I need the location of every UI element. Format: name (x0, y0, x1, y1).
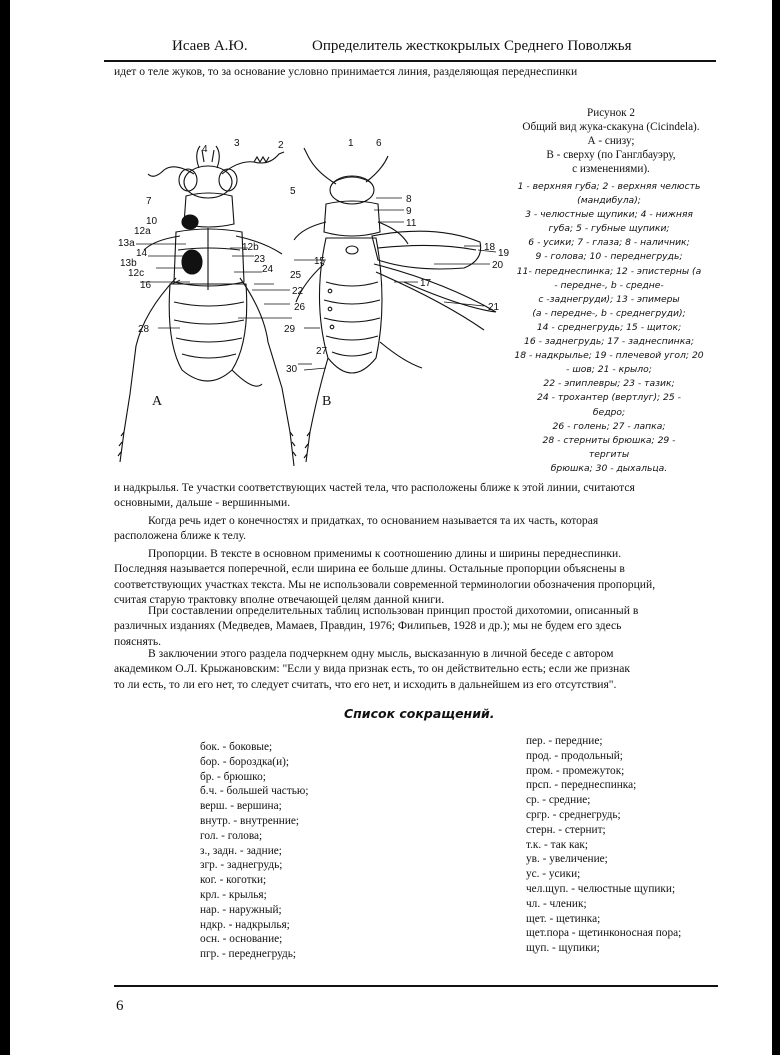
legend-line: тергиты (588, 448, 630, 460)
svg-text:16: 16 (140, 280, 152, 291)
svg-text:3: 3 (234, 138, 240, 149)
svg-text:9: 9 (406, 206, 412, 217)
abbreviation-item: внутр. - внутренние; (200, 814, 300, 827)
running-header-title: Определитель жесткокрылых Среднего Поволжья (312, 38, 632, 54)
body-line: пояснять. (114, 634, 162, 648)
abbreviation-item: щуп. - щупики; (526, 942, 600, 955)
body-line: считая старую трактовку вполне отвечающей целям данной книги. (114, 593, 445, 607)
svg-text:30: 30 (286, 364, 298, 375)
caption-line: А - снизу; (587, 135, 635, 147)
svg-text:17: 17 (420, 278, 432, 289)
svg-text:15: 15 (314, 256, 326, 267)
body-line: академиком О.Л. Крыжановским: "Если у вида признак есть, то он действительно есть; если же признак (114, 662, 631, 676)
body-line: и надкрылья. Те участки соответствующих частей тела, что расположены ближе к этой линии, считаются (114, 481, 635, 494)
svg-text:21: 21 (488, 302, 500, 313)
header-rule (104, 60, 716, 62)
beetle-view-b-drawing (294, 148, 496, 462)
svg-text:12b: 12b (242, 242, 259, 253)
legend-line: 3 - челюстные щупики; 4 - нижняя (525, 209, 693, 221)
body-line: основными, дальше - вершинными. (114, 496, 291, 510)
abbreviation-item: чл. - членик; (526, 897, 587, 910)
svg-text:20: 20 (492, 260, 504, 271)
legend-line: (a - передне-, b - среднегруди); (532, 307, 686, 319)
abbreviation-item: ув. - увеличение; (526, 853, 608, 866)
legend-line: 1 - верхняя губа; 2 - верхняя челюсть (517, 181, 701, 192)
body-line: Последняя называется поперечной, если ширина ее больше длины. Остальные пропорции объяснены в (114, 562, 625, 576)
abbreviation-item: сргр. - среднегрудь; (526, 808, 621, 821)
abbreviation-item: осн. - основание; (200, 933, 283, 946)
callout-labels-view-b (284, 138, 510, 375)
abbreviation-item: щет. - щетинка; (526, 912, 601, 925)
abbreviation-item: крл. - крылья; (200, 888, 267, 901)
body-paragraph (114, 546, 718, 608)
legend-line: - передне-, b - средне- (554, 279, 664, 291)
legend-line: губа; 5 - губные щупики; (548, 223, 670, 235)
legend-line: 14 - среднегрудь; 15 - щиток; (536, 321, 682, 333)
svg-text:10: 10 (146, 216, 158, 227)
abbreviation-item: верш. - вершина; (200, 800, 282, 813)
body-line: расположена ближе к телу. (114, 529, 247, 543)
caption-line: Общий вид жука-скакуна (Cicindela). (522, 121, 700, 133)
svg-text:24: 24 (262, 264, 274, 275)
legend-line: 9 - голова; 10 - переднегрудь; (535, 251, 683, 263)
abbreviation-item: гол. - голова; (200, 829, 263, 842)
body-line: При составлении определительных таблиц использован принцип простой дихотомии, описанный в (148, 604, 639, 617)
svg-text:14: 14 (136, 248, 148, 259)
legend-line: 24 - трохантер (вертлуг); 25 - (537, 392, 681, 404)
abbreviation-item: ндкр. - надкрылья; (200, 918, 290, 931)
svg-text:26: 26 (294, 302, 306, 313)
legend-line: бедро; (592, 406, 626, 418)
caption-line: с изменениями). (572, 163, 650, 175)
abbreviations-right-column (526, 734, 681, 956)
body-line: соответствующих участках текста. Мы не использовали современной терминологии обозначения пропорций, (114, 577, 656, 591)
abbreviation-item: нар. - наружный; (200, 903, 282, 916)
svg-text:12a: 12a (134, 226, 151, 237)
view-b-label: В (322, 394, 332, 409)
figure-legend (496, 180, 722, 476)
abbreviation-item: згр. - заднегрудь; (200, 859, 283, 872)
svg-text:12c: 12c (128, 268, 145, 279)
body-line: различных изданиях (Медведев, Мамаев, Правдин, 1976; Филипьев, 1928 и др.); мы не будем его здесь (114, 619, 622, 633)
svg-text:29: 29 (284, 324, 296, 335)
body-paragraph (114, 603, 718, 649)
page-number: 6 (116, 998, 124, 1014)
body-paragraph (114, 646, 718, 692)
beetle-drawings (104, 132, 510, 478)
svg-text:6: 6 (376, 138, 382, 149)
abbreviation-item: бор. - бороздка(и); (200, 755, 290, 768)
body-line: Когда речь идет о конечностях и придатках, то основанием называется та их часть, которая (148, 514, 599, 527)
svg-text:1: 1 (348, 138, 354, 149)
legend-line: - шов; 21 - крыло; (566, 364, 652, 376)
abbreviation-item: т.к. - так как; (526, 838, 588, 851)
abbreviation-item: стерн. - стернит; (526, 823, 606, 836)
body-paragraph (114, 480, 718, 511)
abbreviations-left-column (200, 740, 308, 962)
abbreviation-item: б.ч. - большей частью; (200, 785, 309, 798)
document-page (10, 0, 772, 1055)
abbreviation-item: прод. - продольный; (526, 749, 623, 762)
abbreviation-item: пер. - передние; (526, 735, 603, 747)
legend-line: c -заднегруди); 13 - эпимеры (538, 293, 680, 305)
body-line: В заключении этого раздела подчеркнем одну мысль, высказанную в личной беседе с автором (148, 647, 614, 660)
svg-text:13a: 13a (118, 238, 135, 249)
footer-rule (114, 985, 718, 987)
body-line: то ли есть, то ли его нет, то следует считать, что его нет, и исходить в дальнейшем из его отсутствия". (114, 677, 617, 691)
legend-line: 22 - эпиплевры; 23 - тазик; (543, 378, 675, 390)
view-a-label: А (152, 394, 163, 409)
abbreviation-item: ср. - средние; (526, 794, 591, 807)
svg-text:2: 2 (278, 140, 284, 151)
svg-text:5: 5 (290, 186, 296, 197)
svg-text:4: 4 (202, 144, 208, 155)
abbreviation-item: ус. - усики; (526, 868, 581, 881)
abbreviation-item: пгр. - переднегрудь; (200, 948, 297, 961)
running-header-author: Исаев А.Ю. (172, 38, 248, 54)
figure-caption (494, 106, 728, 176)
legend-line: 28 - стерниты брюшка; 29 - (542, 434, 676, 446)
abbreviation-item: прсп. - переднеспинка; (526, 779, 637, 792)
svg-text:23: 23 (254, 254, 266, 265)
abbreviation-item: пром. - промежуток; (526, 764, 625, 777)
abbreviation-item: з., задн. - задние; (200, 844, 282, 857)
abbreviation-item: бок. - боковые; (200, 741, 273, 753)
caption-line: Рисунок 2 (586, 107, 636, 119)
legend-line: 16 - заднегрудь; 17 - заднеспинка; (524, 336, 694, 348)
legend-line: 11- переднеспинка; 12 - эпистерны (a (516, 265, 702, 277)
legend-line: (мандибула); (577, 195, 641, 207)
intro-line: идет о теле жуков, то за основание условно принимается линия, разделяющая переднеспинки (114, 65, 578, 78)
body-line: Пропорции. В тексте в основном применимы к соотношению длины и ширины переднеспинки. (148, 547, 622, 560)
svg-text:28: 28 (138, 324, 150, 335)
abbreviation-item: ког. - коготки; (200, 874, 267, 887)
beetle-view-a-drawing (118, 146, 296, 466)
abbreviation-item: бр. - брюшко; (200, 770, 266, 783)
abbreviations-title: Список сокращений. (344, 706, 495, 721)
svg-text:25: 25 (290, 270, 302, 281)
body-paragraph (114, 513, 718, 544)
svg-text:13b: 13b (120, 258, 137, 269)
svg-text:18: 18 (484, 242, 496, 253)
legend-line: 18 - надкрылье; 19 - плечевой угол; 20 (514, 350, 704, 362)
figure-illustration (104, 132, 510, 478)
legend-line: 26 - голень; 27 - лапка; (552, 420, 666, 432)
legend-line: 6 - усики; 7 - глаза; 8 - наличник; (528, 237, 690, 249)
svg-text:11: 11 (406, 218, 417, 229)
svg-text:22: 22 (292, 286, 304, 297)
svg-text:19: 19 (498, 248, 510, 259)
svg-text:7: 7 (146, 196, 152, 207)
legend-line: брюшка; 30 - дыхальца. (550, 462, 668, 474)
svg-text:27: 27 (316, 346, 328, 357)
caption-line: В - сверху (по Ганглбауэру, (546, 149, 676, 161)
abbreviation-item: щет.пора - щетинконосная пора; (526, 927, 682, 940)
svg-text:8: 8 (406, 194, 412, 205)
abbreviation-item: чел.щуп. - челюстные щупики; (526, 882, 676, 895)
